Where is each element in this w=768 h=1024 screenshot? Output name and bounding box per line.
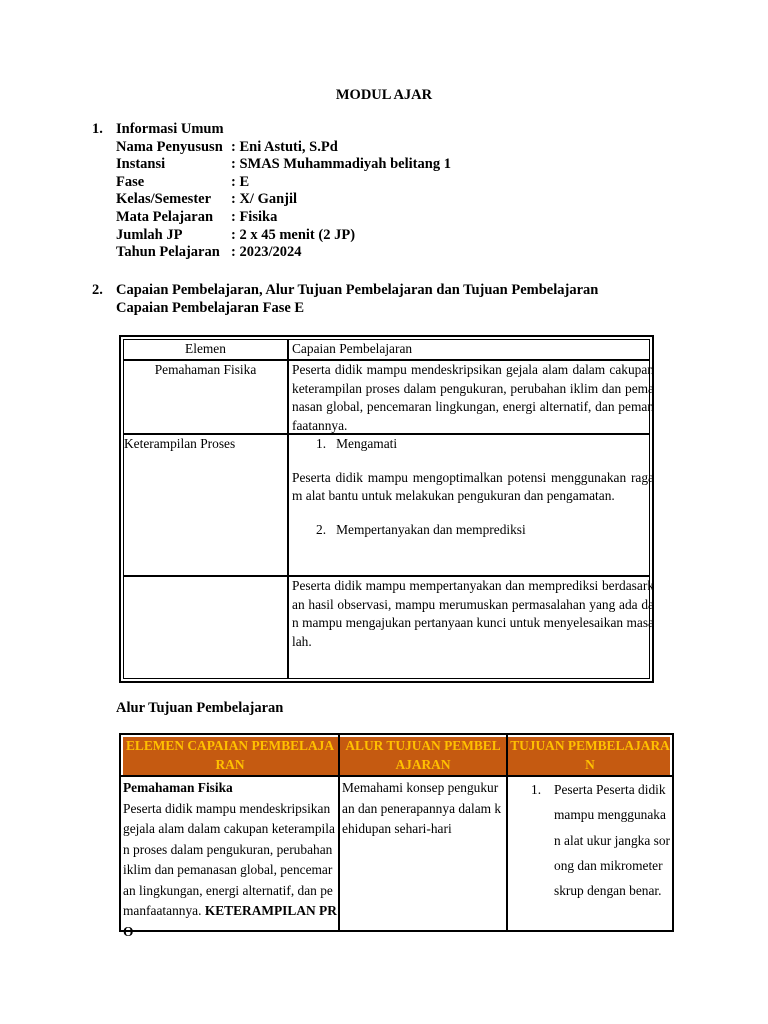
- table-header-element: Elemen: [185, 341, 226, 356]
- table-cell-outcome: Peserta didik mampu mempertanyakan dan memprediksi berdasarkan hasil observasi, mampu merumuskan permasalahan yang ada dan mampu mengajukan pertanyaan kunci untuk menyelesaikan masalah.: [292, 578, 654, 649]
- section-subheading: Capaian Pembelajaran Fase E: [116, 299, 305, 316]
- info-row: [116, 174, 516, 192]
- cell-title: Pemahaman Fisika: [123, 780, 233, 795]
- section-number: 2.: [92, 282, 103, 298]
- atp-heading: Alur Tujuan Pembelajaran: [116, 700, 284, 716]
- table-header: TUJUAN PEMBELAJARAN: [510, 738, 670, 772]
- table-header-outcome: Capaian Pembelajaran: [292, 341, 413, 356]
- list-number: 1.: [531, 782, 542, 797]
- info-value: : Fisika: [231, 208, 278, 225]
- paragraph: Peserta didik mampu mengoptimalkan potensi menggunakan ragam alat bantu untuk melakukan pengukuran dan pengamatan.: [292, 469, 654, 503]
- learning-outcomes-table: [119, 335, 654, 683]
- column-divider: [338, 735, 340, 930]
- info-label: Mata Pelajaran: [116, 208, 214, 225]
- info-value: : SMAS Muhammadiyah belitang 1: [231, 156, 451, 173]
- info-row: [116, 244, 516, 262]
- info-value: : X/ Ganjil: [231, 191, 298, 208]
- info-label: Kelas/Semester: [116, 191, 212, 208]
- info-label: Instansi: [116, 156, 166, 173]
- list-number: 1.: [316, 436, 327, 451]
- table-cell-element: Keterampilan Proses: [124, 436, 236, 451]
- table-cell-objective: [509, 777, 671, 903]
- table-header: ELEMEN CAPAIAN PEMBELAJARAN: [125, 738, 335, 772]
- info-value: : 2023/2024: [231, 244, 302, 261]
- table-cell-outcome: Peserta didik mampu mendeskripsikan gejala alam dalam cakupan keterampilan proses dalam pengukuran, perubahan iklim dan pemanasan global, pencemaran lingkungan, energi alternatif, dan pemanfaatannya.: [292, 362, 654, 433]
- info-row: [116, 191, 516, 209]
- column-divider: [287, 340, 289, 678]
- learning-path-table: [119, 733, 674, 939]
- info-row: [116, 227, 516, 245]
- info-row: [116, 139, 516, 157]
- info-value: : Eni Astuti, S.Pd: [231, 138, 338, 155]
- section-heading: Capaian Pembelajaran, Alur Tujuan Pembelajaran dan Tujuan Pembelajaran: [116, 282, 599, 298]
- info-row: [116, 156, 516, 174]
- info-value: : 2 x 45 menit (2 JP): [231, 226, 356, 243]
- list-text: Mengamati: [336, 436, 398, 451]
- info-label: Fase: [116, 173, 145, 190]
- info-label: Nama Penyususn: [116, 138, 223, 155]
- table-header: ALUR TUJUAN PEMBELAJARAN: [345, 738, 501, 772]
- document-title: MODUL AJAR: [335, 87, 433, 103]
- list-item: [292, 435, 654, 454]
- list-text: Mempertanyakan dan memprediksi: [336, 521, 526, 537]
- section-heading: Informasi Umum: [116, 121, 224, 137]
- list-text: Peserta Peserta didik mampu menggunakan alat ukur jangka sorong dan mikrometer skrup dengan benar.: [554, 782, 671, 899]
- table-cell-path: Memahami konsep pengukuran dan penerapannya dalam kehidupan sehari-hari: [342, 780, 502, 836]
- table-cell-element: [123, 778, 337, 942]
- table-cell-element: Pemahaman Fisika: [154, 362, 257, 377]
- section-number: 1.: [92, 121, 103, 137]
- list-number: 2.: [316, 521, 327, 537]
- list-item: [292, 521, 654, 540]
- info-row: [116, 209, 516, 227]
- info-value: : E: [231, 173, 250, 190]
- table-cell-outcome: [292, 435, 654, 539]
- cell-tail: KETERAMPILAN PRO: [123, 903, 337, 939]
- info-label: Jumlah JP: [116, 226, 183, 243]
- cell-text: Peserta didik mampu mendeskripsikan gejala alam dalam cakupan keterampilan proses dalam pengukuran, perubahan iklim dan pemanasan global, pencemaran lingkungan, energi alternatif, dan pemanfaatannya.: [123, 800, 335, 918]
- info-label: Tahun Pelajaran: [116, 244, 220, 261]
- column-divider: [506, 735, 508, 930]
